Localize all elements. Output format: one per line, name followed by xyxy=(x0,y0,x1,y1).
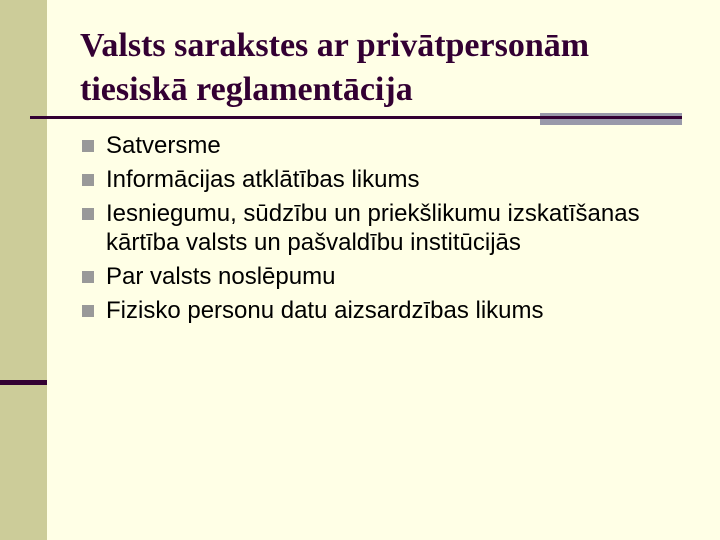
bullet-text: Fizisko personu datu aizsardzības likums xyxy=(106,297,544,324)
left-decorative-band xyxy=(0,0,47,540)
bullet-text: Satversme xyxy=(106,132,221,159)
left-accent-bar xyxy=(0,380,47,385)
square-bullet-icon xyxy=(82,271,94,283)
bullet-text: Par valsts noslēpumu xyxy=(106,263,336,290)
square-bullet-icon xyxy=(82,174,94,186)
bullet-item xyxy=(82,296,702,325)
title-underline-accent-line xyxy=(540,116,682,119)
slide-title: Valsts sarakstes ar privātpersonām tiesiskā reglamentācija xyxy=(80,27,590,108)
bullet-item xyxy=(82,262,702,291)
square-bullet-icon xyxy=(82,140,94,152)
bullet-text: Informācijas atklātības likums xyxy=(106,166,420,193)
bullet-item xyxy=(82,165,702,194)
square-bullet-icon xyxy=(82,208,94,220)
bullet-list xyxy=(82,131,702,330)
bullet-item xyxy=(82,199,702,257)
title-underline-accent xyxy=(540,113,682,125)
bullet-item xyxy=(82,131,702,160)
square-bullet-icon xyxy=(82,305,94,317)
bullet-text: Iesniegumu, sūdzību un priekšlikumu izskatīšanas kārtība valsts un pašvaldību institūcijās xyxy=(106,200,640,256)
